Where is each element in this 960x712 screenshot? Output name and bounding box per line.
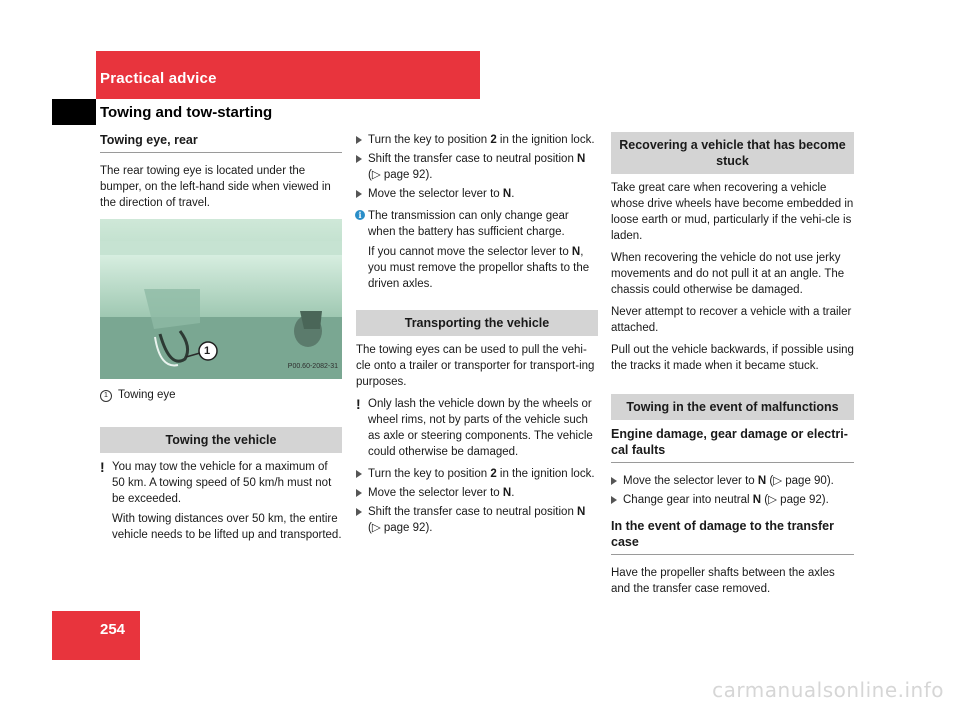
page-link[interactable]: (▷ page 92). bbox=[761, 494, 829, 506]
step-bold: N bbox=[502, 487, 512, 499]
step-text: Move the selector lever to bbox=[623, 475, 758, 487]
step-text: Shift the transfer case to neutral position bbox=[368, 153, 578, 165]
band-malfunctions: Towing in the event of malfunctions bbox=[611, 394, 854, 420]
arrow-right-icon bbox=[356, 190, 362, 198]
heading-towing-eye-rear: Towing eye, rear bbox=[100, 132, 342, 153]
step-text: Turn the key to position bbox=[368, 468, 491, 480]
arrow-right-icon bbox=[611, 496, 617, 504]
arrow-right-icon bbox=[356, 489, 362, 497]
arrow-right-icon bbox=[356, 508, 362, 516]
heading-transfer-case: In the event of damage to the transfer case bbox=[611, 518, 854, 555]
step-selector-lever bbox=[356, 186, 598, 202]
step-text: Move the selector lever to bbox=[368, 487, 503, 499]
step-bold: N bbox=[502, 188, 512, 200]
warning-note-towing bbox=[100, 459, 342, 543]
recover-text-4: Pull out the vehicle backwards, if possible using the tracks it made when it became stuck. bbox=[611, 344, 854, 372]
page-number: 254 bbox=[100, 621, 126, 638]
step-bold: N bbox=[577, 153, 586, 165]
step-text: in the ignition lock. bbox=[496, 134, 595, 146]
page-link[interactable]: (▷ page 92). bbox=[368, 522, 433, 534]
info-icon: i bbox=[355, 210, 365, 220]
band-towing-the-vehicle: Towing the vehicle bbox=[100, 427, 342, 453]
page-link[interactable]: (▷ page 92). bbox=[368, 169, 433, 181]
photo-callout-1: 1 bbox=[204, 345, 211, 357]
step-shift-transfer-2 bbox=[356, 504, 598, 536]
info-text: , you must remove the propellor shafts to the driven axles. bbox=[368, 246, 590, 290]
info-text-2 bbox=[368, 244, 598, 292]
step-text: Change gear into neutral bbox=[623, 494, 753, 506]
step-bold: N bbox=[577, 506, 586, 518]
info-text-1: The transmission can only change gear when the battery has sufficient charge. bbox=[368, 210, 569, 238]
caption-text: Towing eye bbox=[118, 389, 176, 401]
photo-code: P00.60-2082-31 bbox=[287, 363, 338, 370]
chapter-title: Practical advice bbox=[100, 70, 217, 87]
recover-text-3: Never attempt to recover a vehicle with a trailer attached. bbox=[611, 306, 852, 334]
section-title: Towing and tow-starting bbox=[100, 104, 273, 121]
info-text: If you cannot move the selector lever to bbox=[368, 246, 572, 258]
step-text: in the ignition lock. bbox=[496, 468, 595, 480]
arrow-right-icon bbox=[356, 155, 362, 163]
step-shift-transfer bbox=[356, 151, 598, 183]
warning-note-lash bbox=[356, 396, 598, 460]
info-bold: N bbox=[571, 246, 581, 258]
exclamation-icon: ! bbox=[356, 396, 361, 412]
step-text: . bbox=[511, 487, 515, 499]
step-bold: 2 bbox=[490, 134, 497, 146]
watermark: carmanualsonline.info bbox=[712, 678, 944, 702]
page-link[interactable]: (▷ page 90). bbox=[766, 475, 834, 487]
chapter-header bbox=[96, 51, 480, 99]
column-3 bbox=[611, 132, 854, 603]
step-turn-key bbox=[356, 132, 598, 148]
column-1 bbox=[100, 132, 342, 549]
step-text: Turn the key to position bbox=[368, 134, 491, 146]
step-text: . bbox=[511, 188, 515, 200]
band-transporting: Transporting the vehicle bbox=[356, 310, 598, 336]
heading-engine-damage: Engine damage, gear damage or electri-cal faults bbox=[611, 426, 854, 463]
warning-lash-text: Only lash the vehicle down by the wheels or wheel rims, not by parts of the vehicle such as axle or steering components. The vehicle could otherwise be damaged. bbox=[368, 398, 593, 458]
recover-text-2: When recovering the vehicle do not use jerky movements and do not pull it at an angle. The chassis could otherwise be damaged. bbox=[611, 252, 845, 296]
info-note bbox=[356, 208, 598, 292]
arrow-right-icon bbox=[611, 477, 617, 485]
step-text: Shift the transfer case to neutral position bbox=[368, 506, 578, 518]
warning-text-1: You may tow the vehicle for a maximum of 50 km. A towing speed of 50 km/h must not be exceeded. bbox=[112, 461, 332, 505]
towing-eye-photo bbox=[100, 219, 342, 379]
step-text: Move the selector lever to bbox=[368, 188, 503, 200]
transfer-case-text: Have the propeller shafts between the axles and the transfer case removed. bbox=[611, 567, 835, 595]
step-bold: N bbox=[752, 494, 762, 506]
section-marker bbox=[52, 99, 96, 125]
exclamation-icon: ! bbox=[100, 459, 105, 475]
page-number-box bbox=[52, 611, 140, 660]
transport-text: The towing eyes can be used to pull the vehi-cle onto a trailer or transporter for transport-ing purposes. bbox=[356, 344, 595, 388]
callout-badge: 1 bbox=[100, 390, 112, 402]
photo-caption bbox=[100, 387, 342, 403]
band-recovering: Recovering a vehicle that has become stuck bbox=[611, 132, 854, 174]
step-bold: 2 bbox=[490, 468, 497, 480]
step-bold: N bbox=[757, 475, 767, 487]
recover-text-1: Take great care when recovering a vehicle whose drive wheels have become embedded in loose earth or mud, particularly if the vehi-cle is laden. bbox=[611, 182, 854, 242]
step-selector-n bbox=[611, 473, 854, 489]
towing-eye-intro: The rear towing eye is located under the bumper, on the left-hand side when viewed in the direction of travel. bbox=[100, 165, 331, 209]
step-turn-key-2 bbox=[356, 466, 598, 482]
warning-text-2: With towing distances over 50 km, the entire vehicle needs to be lifted up and transported. bbox=[112, 513, 342, 541]
arrow-right-icon bbox=[356, 470, 362, 478]
arrow-right-icon bbox=[356, 136, 362, 144]
column-2 bbox=[356, 132, 598, 539]
step-neutral-gear bbox=[611, 492, 854, 508]
step-selector-lever-2 bbox=[356, 485, 598, 501]
